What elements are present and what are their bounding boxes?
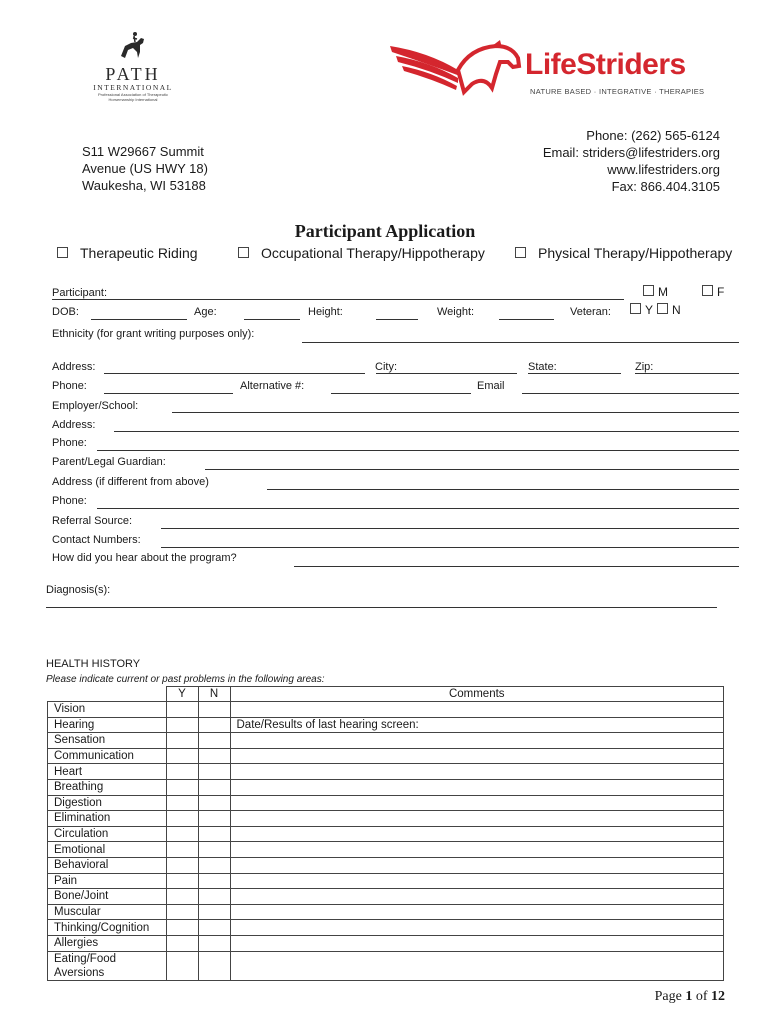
- contact-numbers-field[interactable]: [161, 547, 739, 548]
- health-table-header: [48, 687, 724, 702]
- lifestriders-logo: [388, 40, 733, 102]
- veteran-label: Veteran:: [570, 306, 611, 318]
- email-field[interactable]: [522, 393, 739, 394]
- health-n-cell[interactable]: [198, 826, 230, 842]
- health-n-cell[interactable]: [198, 717, 230, 733]
- health-comment-cell[interactable]: [230, 904, 724, 920]
- age-field[interactable]: [244, 319, 300, 320]
- referral-field[interactable]: [161, 528, 739, 529]
- path-tagline-2: Horsemanship International: [108, 97, 158, 102]
- heard-label: How did you hear about the program?: [52, 552, 237, 564]
- health-n-cell[interactable]: [198, 935, 230, 951]
- phone-label: Phone:: [52, 380, 87, 392]
- employer-address-field[interactable]: [114, 431, 739, 432]
- contact-fax: Fax: 866.404.3105: [611, 179, 720, 194]
- health-row: [48, 717, 724, 733]
- zip-label: Zip:: [635, 361, 654, 373]
- dob-field[interactable]: [91, 319, 187, 320]
- alternative-label: Alternative #:: [240, 380, 305, 392]
- address-label: Address:: [52, 361, 96, 373]
- health-condition-label: Sensation: [48, 733, 167, 749]
- guardian-phone-field[interactable]: [97, 508, 739, 509]
- lifestriders-wordmark: LifeStriders: [525, 48, 686, 81]
- health-condition-label: Breathing: [48, 779, 167, 795]
- of-word: of: [695, 989, 708, 1004]
- health-y-cell[interactable]: [166, 951, 198, 980]
- checkbox[interactable]: [657, 303, 668, 314]
- health-condition-label: Digestion: [48, 795, 167, 811]
- org-contact: [543, 127, 720, 195]
- height-field[interactable]: [376, 319, 418, 320]
- weight-label: Weight:: [437, 306, 475, 318]
- health-n-cell[interactable]: [198, 733, 230, 749]
- path-tagline-1: Professional Association of Therapeutic: [98, 92, 168, 97]
- health-condition-label: Pain: [48, 873, 167, 889]
- health-condition-label: Behavioral: [48, 857, 167, 873]
- email-label: Email: [477, 380, 505, 392]
- form-title: Participant Application: [294, 221, 476, 241]
- program-label-riding: Therapeutic Riding: [80, 245, 198, 261]
- state-label: State:: [528, 361, 557, 373]
- health-y-cell[interactable]: [166, 748, 198, 764]
- participant-field[interactable]: [52, 299, 624, 300]
- address-line-3: Waukesha, WI 53188: [82, 178, 206, 193]
- health-row: [48, 779, 724, 795]
- health-row: [48, 857, 724, 873]
- page-number: [655, 989, 725, 1005]
- weight-field[interactable]: [499, 319, 554, 320]
- health-y-cell[interactable]: [166, 873, 198, 889]
- health-condition-label: Elimination: [48, 811, 167, 827]
- health-n-cell[interactable]: [198, 873, 230, 889]
- diagnosis-field[interactable]: [46, 607, 717, 608]
- health-y-cell[interactable]: [166, 779, 198, 795]
- employer-label: Employer/School:: [52, 400, 139, 412]
- page-total: 12: [711, 989, 725, 1004]
- health-n-cell[interactable]: [198, 889, 230, 905]
- health-row: [48, 702, 724, 718]
- health-condition-label: Vision: [48, 702, 167, 718]
- health-comment-cell[interactable]: [230, 935, 724, 951]
- health-row: [48, 873, 724, 889]
- health-comment-cell[interactable]: Date/Results of last hearing screen:: [230, 717, 724, 733]
- alternative-field[interactable]: [331, 393, 471, 394]
- header-blank: [48, 687, 167, 702]
- dob-label: DOB:: [52, 306, 79, 318]
- zip-field[interactable]: [635, 373, 739, 374]
- health-row: [48, 842, 724, 858]
- veteran-y-label: Y: [645, 303, 654, 317]
- employer-phone-label: Phone:: [52, 437, 87, 449]
- health-row: [48, 826, 724, 842]
- checkbox[interactable]: [630, 303, 641, 314]
- path-international-logo: [92, 30, 174, 106]
- health-row: [48, 951, 724, 980]
- health-y-cell[interactable]: [166, 795, 198, 811]
- gender-f-option[interactable]: [702, 285, 724, 299]
- health-history-instruction: Please indicate current or past problems in the following areas:: [46, 674, 325, 685]
- height-label: Height:: [308, 306, 343, 318]
- contact-website: www.lifestriders.org: [607, 162, 720, 177]
- path-wordmark: PATH: [105, 64, 161, 84]
- winged-horse-icon: [388, 40, 523, 102]
- participant-label: Participant:: [52, 287, 108, 299]
- header-y: Y: [166, 687, 198, 702]
- health-y-cell[interactable]: [166, 842, 198, 858]
- health-comment-cell[interactable]: [230, 764, 724, 780]
- health-condition-label: Hearing: [48, 717, 167, 733]
- health-row: [48, 935, 724, 951]
- veteran-y-option[interactable]: [630, 303, 653, 317]
- page-word: Page: [654, 989, 682, 1004]
- health-n-cell[interactable]: [198, 702, 230, 718]
- address-line-2: Avenue (US HWY 18): [82, 161, 208, 176]
- health-y-cell[interactable]: [166, 889, 198, 905]
- program-option-riding[interactable]: [57, 245, 198, 261]
- address-line-1: S11 W29667 Summit: [82, 144, 204, 159]
- health-y-cell[interactable]: [166, 733, 198, 749]
- health-condition-label: Communication: [48, 748, 167, 764]
- health-comment-cell[interactable]: [230, 733, 724, 749]
- checkbox[interactable]: [57, 247, 68, 258]
- health-comment-cell[interactable]: [230, 826, 724, 842]
- contact-phone: Phone: (262) 565-6124: [586, 128, 720, 143]
- page-current: 1: [685, 989, 693, 1004]
- program-option-pt[interactable]: [515, 245, 732, 261]
- health-row: [48, 748, 724, 764]
- health-history-table: [47, 686, 724, 981]
- health-y-cell[interactable]: [166, 935, 198, 951]
- program-label-ot: Occupational Therapy/Hippotherapy: [261, 245, 485, 261]
- employer-address-label: Address:: [52, 419, 96, 431]
- health-row: [48, 920, 724, 936]
- age-label: Age:: [194, 306, 217, 318]
- diagnosis-label: Diagnosis(s):: [46, 584, 111, 596]
- health-comment-cell[interactable]: [230, 889, 724, 905]
- veteran-n-option[interactable]: [657, 303, 681, 317]
- state-field[interactable]: [528, 373, 621, 374]
- guardian-address-label: Address (if different from above): [52, 476, 209, 488]
- health-condition-label: Eating/Food Aversions: [48, 951, 167, 980]
- org-address: [82, 143, 208, 194]
- health-comment-cell[interactable]: [230, 702, 724, 718]
- ethnicity-field[interactable]: [302, 342, 739, 343]
- checkbox[interactable]: [238, 247, 249, 258]
- gender-m-label: M: [658, 285, 668, 299]
- header-n: N: [198, 687, 230, 702]
- health-condition-label: Allergies: [48, 935, 167, 951]
- health-comment-cell[interactable]: [230, 811, 724, 827]
- health-comment-cell[interactable]: [230, 779, 724, 795]
- ethnicity-label: Ethnicity (for grant writing purposes only):: [52, 328, 255, 340]
- checkbox[interactable]: [643, 285, 654, 296]
- heard-field[interactable]: [294, 566, 739, 567]
- employer-phone-field[interactable]: [97, 450, 739, 451]
- lifestriders-tagline: NATURE BASED · INTEGRATIVE · THERAPIES: [530, 87, 705, 96]
- city-field[interactable]: [376, 373, 517, 374]
- health-y-cell[interactable]: [166, 857, 198, 873]
- health-history-heading: HEALTH HISTORY: [46, 658, 141, 670]
- health-row: [48, 904, 724, 920]
- health-n-cell[interactable]: [198, 811, 230, 827]
- health-y-cell[interactable]: [166, 717, 198, 733]
- health-y-cell[interactable]: [166, 920, 198, 936]
- health-row: [48, 764, 724, 780]
- city-label: City:: [375, 361, 397, 373]
- address-field[interactable]: [104, 373, 365, 374]
- program-option-ot[interactable]: [238, 245, 485, 261]
- contact-email: Email: striders@lifestriders.org: [542, 145, 720, 160]
- health-comment-cell[interactable]: [230, 873, 724, 889]
- health-y-cell[interactable]: [166, 811, 198, 827]
- gender-f-label: F: [717, 285, 725, 299]
- checkbox[interactable]: [702, 285, 713, 296]
- health-condition-label: Muscular: [48, 904, 167, 920]
- health-comment-cell[interactable]: [230, 951, 724, 980]
- referral-label: Referral Source:: [52, 515, 133, 527]
- health-n-cell[interactable]: [198, 795, 230, 811]
- health-y-cell[interactable]: [166, 904, 198, 920]
- health-row: [48, 889, 724, 905]
- health-y-cell[interactable]: [166, 702, 198, 718]
- horse-rider-icon: [113, 30, 153, 60]
- health-condition-label: Emotional: [48, 842, 167, 858]
- health-comment-cell[interactable]: [230, 920, 724, 936]
- contact-numbers-label: Contact Numbers:: [52, 534, 141, 546]
- guardian-label: Parent/Legal Guardian:: [52, 456, 166, 468]
- phone-field[interactable]: [104, 393, 233, 394]
- health-y-cell[interactable]: [166, 826, 198, 842]
- health-condition-label: Heart: [48, 764, 167, 780]
- path-subtitle: INTERNATIONAL: [93, 83, 173, 92]
- health-n-cell[interactable]: [198, 951, 230, 980]
- health-n-cell[interactable]: [198, 748, 230, 764]
- veteran-n-label: N: [672, 303, 681, 317]
- health-n-cell[interactable]: [198, 779, 230, 795]
- health-row: [48, 733, 724, 749]
- health-condition-label: Circulation: [48, 826, 167, 842]
- health-row: [48, 795, 724, 811]
- health-condition-label: Bone/Joint: [48, 889, 167, 905]
- health-comment-cell[interactable]: [230, 748, 724, 764]
- employer-field[interactable]: [172, 412, 739, 413]
- gender-m-option[interactable]: [643, 285, 668, 299]
- health-comment-cell[interactable]: [230, 842, 724, 858]
- health-n-cell[interactable]: [198, 764, 230, 780]
- health-comment-cell[interactable]: [230, 795, 724, 811]
- health-n-cell[interactable]: [198, 842, 230, 858]
- program-label-pt: Physical Therapy/Hippotherapy: [538, 245, 733, 261]
- health-condition-label: Thinking/Cognition: [48, 920, 167, 936]
- header-comments: Comments: [230, 687, 724, 702]
- health-n-cell[interactable]: [198, 904, 230, 920]
- guardian-field[interactable]: [205, 469, 739, 470]
- guardian-phone-label: Phone:: [52, 495, 87, 507]
- guardian-address-field[interactable]: [267, 489, 739, 490]
- health-comment-cell[interactable]: [230, 857, 724, 873]
- health-y-cell[interactable]: [166, 764, 198, 780]
- checkbox[interactable]: [515, 247, 526, 258]
- health-n-cell[interactable]: [198, 857, 230, 873]
- health-row: [48, 811, 724, 827]
- health-n-cell[interactable]: [198, 920, 230, 936]
